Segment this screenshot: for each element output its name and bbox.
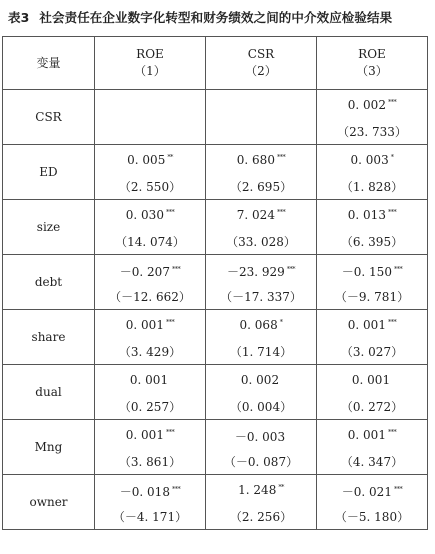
t-statistic: （－17. 337） [220, 290, 302, 304]
coefficient [95, 98, 205, 112]
coefficient-value: 0. 002 [240, 373, 280, 387]
coefficient [95, 263, 205, 280]
coefficient-value: 0. 001 [125, 318, 164, 332]
coefficient-value: 0. 030 [125, 208, 164, 222]
data-cell [317, 200, 428, 255]
data-cell [95, 200, 206, 255]
t-statistic: （0. 004） [229, 400, 293, 414]
coefficient [95, 318, 205, 332]
significance-stars: ** [167, 153, 173, 161]
significance-stars: *** [276, 208, 286, 216]
coefficient-value: －0. 018 [119, 485, 170, 499]
variable-name: share [3, 310, 95, 365]
t-statistic: （1. 828） [340, 180, 404, 194]
data-cell [317, 255, 428, 310]
data-cell [95, 90, 206, 145]
data-cell [95, 420, 206, 475]
coefficient-value: 0. 003 [350, 153, 389, 167]
coefficient-value: －0. 150 [341, 265, 392, 279]
table-row [3, 255, 428, 310]
variable-name: debt [3, 255, 95, 310]
t-statistic: （－9. 781） [334, 290, 410, 304]
data-cell [95, 365, 206, 420]
table-row [3, 420, 428, 475]
t-statistic: （2. 550） [118, 180, 182, 194]
data-cell [206, 365, 317, 420]
data-cell [317, 475, 428, 530]
significance-stars: *** [171, 485, 181, 493]
significance-stars: *** [171, 265, 181, 273]
significance-stars: *** [165, 208, 175, 216]
data-cell [317, 310, 428, 365]
coefficient-value: 0. 005 [127, 153, 166, 167]
significance-stars: *** [387, 208, 397, 216]
t-statistic: （3. 027） [340, 345, 404, 359]
coefficient [95, 428, 205, 442]
t-statistic: （6. 395） [340, 235, 404, 249]
coefficient [206, 483, 316, 497]
table-row [3, 145, 428, 200]
table-row [3, 365, 428, 420]
header-col-name: CSR [247, 47, 275, 61]
variable-name: owner [3, 475, 95, 530]
variable-name: size [3, 200, 95, 255]
data-cell [206, 90, 317, 145]
table-row [3, 475, 428, 530]
coefficient-value: 0. 001 [347, 318, 386, 332]
coefficient [95, 483, 205, 500]
coefficient [206, 263, 316, 280]
coefficient-value: 0. 068 [239, 318, 278, 332]
t-statistic: （1. 714） [229, 345, 293, 359]
variable-name: dual [3, 365, 95, 420]
table-row [3, 310, 428, 365]
coefficient-value: 0. 013 [347, 208, 386, 222]
significance-stars: *** [165, 318, 175, 326]
significance-stars: ** [278, 483, 284, 491]
t-statistic: （2. 256） [229, 510, 293, 524]
data-cell [206, 310, 317, 365]
t-statistic: （2. 695） [229, 180, 293, 194]
header-row [3, 37, 428, 90]
significance-stars: *** [286, 265, 296, 273]
data-cell [206, 200, 317, 255]
data-cell [95, 475, 206, 530]
coefficient-value: 0. 001 [125, 428, 164, 442]
significance-stars: *** [276, 153, 286, 161]
coefficient [206, 373, 316, 387]
header-col-1 [95, 37, 206, 90]
header-col-name: ROE [358, 47, 386, 61]
t-statistic: （23. 733） [337, 125, 407, 139]
data-cell [317, 420, 428, 475]
significance-stars: *** [387, 318, 397, 326]
data-cell [317, 145, 428, 200]
header-var-label: 变量 [36, 55, 61, 70]
t-statistic: （－5. 180） [334, 510, 410, 524]
header-col-index: （2） [245, 64, 277, 78]
variable-name: CSR [3, 90, 95, 145]
coefficient-value: 7. 024 [236, 208, 275, 222]
table-row [3, 90, 428, 145]
significance-stars: * [390, 153, 394, 161]
coefficient [317, 153, 427, 167]
coefficient [95, 373, 205, 387]
coefficient-value: －23. 929 [226, 265, 285, 279]
header-var-cell [3, 37, 95, 90]
coefficient-value: －0. 021 [341, 485, 392, 499]
header-col-3 [317, 37, 428, 90]
coefficient-value: 0. 002 [347, 98, 386, 112]
data-cell [95, 255, 206, 310]
table-number: 表3 [8, 10, 30, 25]
variable-name: Mng [3, 420, 95, 475]
coefficient [206, 98, 316, 112]
t-statistic: （3. 861） [118, 455, 182, 469]
coefficient-value: 0. 001 [351, 373, 391, 387]
coefficient [206, 208, 316, 222]
data-cell [317, 90, 428, 145]
coefficient [95, 208, 205, 222]
significance-stars: *** [165, 428, 175, 436]
header-col-name: ROE [136, 47, 164, 61]
t-statistic: （0. 257） [118, 400, 182, 414]
header-col-2 [206, 37, 317, 90]
table-title: 社会责任在企业数字化转型和财务绩效之间的中介效应检验结果 [39, 10, 393, 25]
coefficient [95, 153, 205, 167]
coefficient [206, 428, 316, 445]
significance-stars: *** [387, 428, 397, 436]
significance-stars: *** [387, 98, 397, 106]
header-col-index: （1） [134, 64, 166, 78]
table-caption [8, 8, 433, 26]
coefficient [317, 373, 427, 387]
coefficient [317, 98, 427, 112]
significance-stars: *** [393, 485, 403, 493]
t-statistic: （－4. 171） [112, 510, 188, 524]
data-cell [206, 420, 317, 475]
coefficient-value: －0. 207 [119, 265, 170, 279]
coefficient [317, 263, 427, 280]
significance-stars: * [279, 318, 283, 326]
t-statistic: （－12. 662） [109, 290, 191, 304]
coefficient [206, 318, 316, 332]
table-row [3, 200, 428, 255]
coefficient-value: 1. 248 [238, 483, 277, 497]
data-cell [206, 145, 317, 200]
data-cell [95, 310, 206, 365]
coefficient [317, 318, 427, 332]
t-statistic: （3. 429） [118, 345, 182, 359]
data-cell [317, 365, 428, 420]
t-statistic: （4. 347） [340, 455, 404, 469]
t-statistic: （0. 272） [340, 400, 404, 414]
t-statistic: （－0. 087） [223, 455, 299, 469]
table-body [3, 90, 428, 530]
data-cell [206, 255, 317, 310]
regression-table [2, 36, 428, 530]
coefficient [317, 208, 427, 222]
coefficient-value: 0. 680 [236, 153, 275, 167]
significance-stars: *** [393, 265, 403, 273]
coefficient [317, 483, 427, 500]
coefficient [206, 153, 316, 167]
t-statistic: （14. 074） [115, 235, 185, 249]
data-cell [95, 145, 206, 200]
variable-name: ED [3, 145, 95, 200]
data-cell [206, 475, 317, 530]
header-col-index: （3） [356, 64, 388, 78]
coefficient-value: －0. 003 [234, 430, 286, 444]
coefficient-value: 0. 001 [129, 373, 169, 387]
coefficient [317, 428, 427, 442]
t-statistic: （33. 028） [226, 235, 296, 249]
coefficient-value: 0. 001 [347, 428, 386, 442]
